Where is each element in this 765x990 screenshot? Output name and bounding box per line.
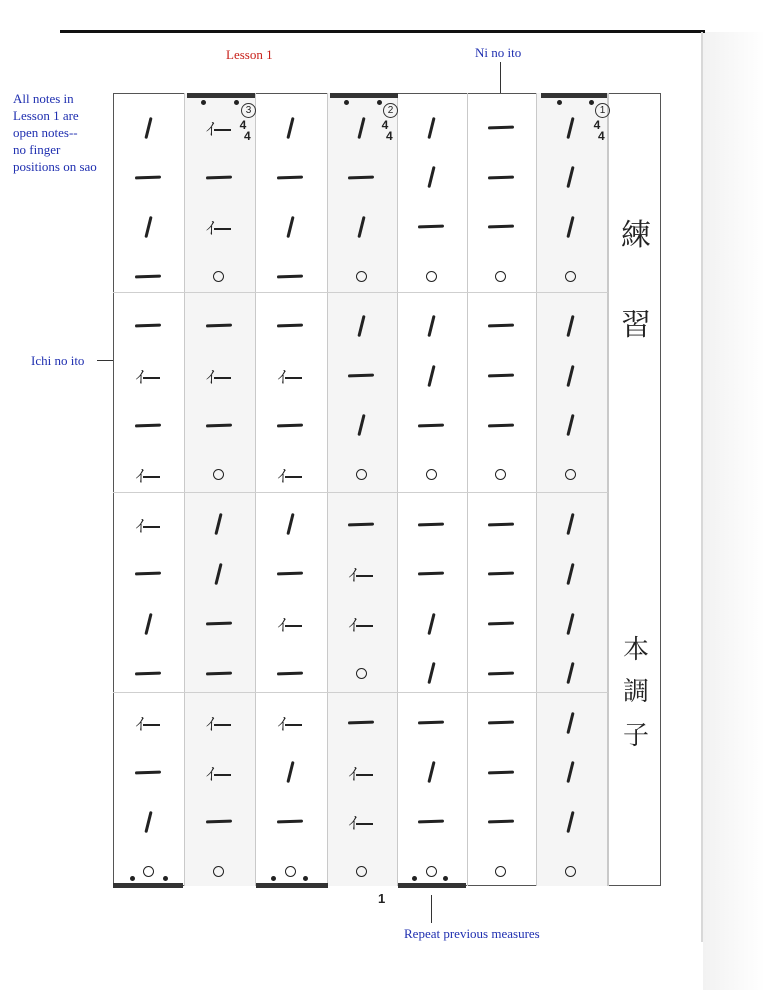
ni-no-ito-note — [487, 671, 513, 675]
note-cell — [256, 698, 324, 747]
note-cell — [398, 500, 464, 549]
note-cell — [537, 847, 604, 896]
ichi-no-ito-note: ｲ — [278, 462, 303, 487]
ni-no-ito-note — [487, 126, 513, 130]
san-no-ito-note — [566, 116, 574, 138]
note-cell — [468, 450, 533, 499]
san-no-ito-note — [357, 116, 365, 138]
san-no-ito-note — [357, 315, 365, 337]
open-notes-line: Lesson 1 are — [13, 108, 79, 123]
ichi-no-ito-note: ｲ — [278, 363, 303, 388]
open-notes-line: no finger — [13, 142, 61, 157]
measure-number: 2 — [383, 103, 398, 118]
note-cell — [398, 252, 464, 301]
title-kanji: 練 — [621, 218, 651, 253]
san-no-ito-note — [427, 612, 435, 634]
note-cell — [185, 202, 252, 251]
ni-no-ito-note — [277, 671, 303, 675]
ni-no-ito-note — [348, 175, 374, 179]
note-cell — [185, 153, 252, 202]
ni-no-ito-note — [205, 175, 231, 179]
note-cell — [537, 748, 604, 797]
note-cell — [115, 847, 181, 896]
rest-symbol — [426, 271, 437, 282]
note-cell — [398, 153, 464, 202]
ni-no-ito-note — [277, 820, 303, 824]
rest-symbol — [356, 271, 367, 282]
note-cell — [537, 549, 604, 598]
ni-no-ito-note — [205, 423, 231, 427]
note-cell — [115, 649, 181, 698]
ichi-no-ito-note: ｲ — [349, 561, 374, 586]
note-cell — [115, 401, 181, 450]
san-no-ito-note — [566, 662, 574, 684]
ni-no-ito-label: Ni no ito — [475, 45, 522, 60]
note-cell — [185, 847, 252, 896]
note-cell — [398, 103, 464, 152]
ni-no-ito-note — [135, 274, 161, 278]
note-cell — [328, 500, 394, 549]
ni-no-ito-note — [348, 374, 374, 378]
note-cell — [185, 698, 252, 747]
note-cell — [468, 649, 533, 698]
ni-no-ito-note — [277, 324, 303, 328]
san-no-ito-note — [214, 563, 222, 585]
note-cell — [398, 351, 464, 400]
note-cell — [537, 599, 604, 648]
note-cell — [537, 301, 604, 350]
note-cell — [537, 797, 604, 846]
san-no-ito-note — [357, 216, 365, 238]
note-cell — [468, 549, 533, 598]
note-cell — [328, 450, 394, 499]
san-no-ito-note — [566, 166, 574, 188]
note-cell — [256, 301, 324, 350]
ni-no-ito-note — [487, 374, 513, 378]
ichi-no-ito-note: ｲ — [206, 760, 231, 785]
san-no-ito-note — [144, 116, 152, 138]
note-cell — [468, 401, 533, 450]
rest-symbol — [495, 866, 506, 877]
page-number: 1 — [378, 891, 386, 906]
note-cell — [115, 103, 181, 152]
time-signature-bottom: 4 — [244, 129, 251, 143]
note-cell — [537, 450, 604, 499]
note-cell — [398, 797, 464, 846]
note-cell — [115, 549, 181, 598]
open-notes-note — [13, 90, 97, 175]
note-cell — [328, 599, 394, 648]
note-cell — [468, 252, 533, 301]
rest-symbol — [213, 866, 224, 877]
note-cell — [115, 252, 181, 301]
san-no-ito-note — [214, 513, 222, 535]
note-cell — [468, 698, 533, 747]
ni-no-ito-note — [487, 770, 513, 774]
rest-symbol — [495, 469, 506, 480]
ni-no-ito-note — [487, 622, 513, 626]
san-no-ito-note — [566, 513, 574, 535]
rest-symbol — [143, 866, 154, 877]
ni-no-ito-note — [135, 671, 161, 675]
note-cell — [256, 748, 324, 797]
note-cell — [328, 549, 394, 598]
ni-no-ito-note — [205, 671, 231, 675]
note-cell — [256, 351, 324, 400]
note-cell — [256, 599, 324, 648]
ni-no-ito-note — [487, 820, 513, 824]
ichi-no-ito-note: ｲ — [278, 611, 303, 636]
rest-symbol — [285, 866, 296, 877]
tuning-kanji: 子 — [622, 721, 649, 751]
san-no-ito-note — [566, 811, 574, 833]
note-cell — [537, 103, 604, 152]
ni-no-ito-note — [135, 572, 161, 576]
note-cell — [468, 202, 533, 251]
note-cell — [115, 450, 181, 499]
note-cell — [537, 500, 604, 549]
rest-symbol — [356, 469, 367, 480]
san-no-ito-note — [566, 364, 574, 386]
ni-no-ito-note — [418, 423, 444, 427]
note-cell — [256, 847, 324, 896]
ni-no-ito-note — [418, 225, 444, 229]
san-no-ito-note — [286, 761, 294, 783]
note-cell — [185, 649, 252, 698]
note-cell — [256, 153, 324, 202]
note-cell — [328, 153, 394, 202]
time-signature-bottom: 4 — [386, 129, 393, 143]
rest-symbol — [565, 469, 576, 480]
open-notes-line: All notes in — [13, 91, 74, 106]
time-signature-top: 4 — [381, 118, 389, 132]
san-no-ito-note — [566, 315, 574, 337]
note-cell — [537, 252, 604, 301]
ni-no-ito-note — [487, 721, 513, 725]
note-cell — [328, 202, 394, 251]
note-cell — [328, 698, 394, 747]
san-no-ito-note — [427, 662, 435, 684]
san-no-ito-note — [566, 414, 574, 436]
title-kanji: 習 — [621, 308, 651, 343]
ni-no-ito-note — [135, 324, 161, 328]
san-no-ito-note — [566, 612, 574, 634]
san-no-ito-note — [566, 712, 574, 734]
repeat-bar — [330, 93, 398, 98]
note-cell — [185, 500, 252, 549]
time-signature-bottom: 4 — [598, 129, 605, 143]
ichi-no-ito-note: ｲ — [349, 611, 374, 636]
note-cell — [185, 450, 252, 499]
san-no-ito-note — [566, 216, 574, 238]
ni-no-ito-note — [277, 175, 303, 179]
note-cell — [468, 797, 533, 846]
san-no-ito-note — [286, 216, 294, 238]
san-no-ito-note — [286, 116, 294, 138]
time-signature-top: 4 — [593, 118, 601, 132]
ni-no-ito-note — [205, 820, 231, 824]
note-cell — [185, 103, 252, 152]
note-cell — [328, 401, 394, 450]
ni-no-ito-note — [277, 572, 303, 576]
note-cell — [185, 252, 252, 301]
note-cell — [115, 748, 181, 797]
ichi-no-ito-note: ｲ — [136, 462, 161, 487]
note-cell — [468, 153, 533, 202]
repeat-bar — [541, 93, 607, 98]
tuning-kanji: 本 — [622, 635, 649, 665]
page-shadow — [703, 32, 765, 990]
ni-no-ito-note — [487, 522, 513, 526]
rest-symbol — [565, 866, 576, 877]
ichi-no-ito-note: ｲ — [206, 115, 231, 140]
san-no-ito-note — [357, 414, 365, 436]
ichi-no-ito-note: ｲ — [136, 710, 161, 735]
ni-no-ito-note — [205, 622, 231, 626]
rest-symbol — [356, 866, 367, 877]
rest-symbol — [565, 271, 576, 282]
note-cell — [256, 649, 324, 698]
san-no-ito-note — [427, 761, 435, 783]
ni-no-ito-note — [418, 522, 444, 526]
note-cell — [185, 748, 252, 797]
rest-symbol — [213, 469, 224, 480]
rest-symbol — [356, 668, 367, 679]
ichi-no-ito-note: ｲ — [349, 760, 374, 785]
ni-no-ito-note — [135, 175, 161, 179]
note-cell — [256, 103, 324, 152]
san-no-ito-note — [427, 116, 435, 138]
ni-no-ito-note — [135, 423, 161, 427]
title-divider — [608, 93, 609, 886]
note-cell — [468, 301, 533, 350]
ni-no-ito-note — [487, 324, 513, 328]
ni-no-ito-note — [277, 274, 303, 278]
ichi-no-ito-label: Ichi no ito — [31, 353, 85, 368]
ichi-no-ito-note: ｲ — [206, 710, 231, 735]
san-no-ito-note — [144, 216, 152, 238]
note-cell — [398, 450, 464, 499]
note-cell — [115, 153, 181, 202]
note-cell — [256, 797, 324, 846]
note-cell — [328, 301, 394, 350]
note-cell — [328, 748, 394, 797]
ni-no-ito-note — [487, 423, 513, 427]
note-cell — [398, 698, 464, 747]
ni-no-ito-note — [418, 820, 444, 824]
ni-no-ito-note — [348, 721, 374, 725]
ni-no-ito-note — [205, 324, 231, 328]
ichi-no-ito-note: ｲ — [206, 363, 231, 388]
note-cell — [115, 500, 181, 549]
page-top-edge — [60, 30, 705, 33]
ni-no-ito-note — [135, 770, 161, 774]
measure-number: 3 — [241, 103, 256, 118]
note-cell — [115, 797, 181, 846]
note-cell — [468, 748, 533, 797]
note-cell — [185, 797, 252, 846]
note-cell — [537, 202, 604, 251]
note-cell — [185, 599, 252, 648]
note-cell — [328, 351, 394, 400]
note-cell — [256, 450, 324, 499]
rest-symbol — [426, 469, 437, 480]
ni-no-ito-note — [487, 225, 513, 229]
tuning-kanji: 調 — [622, 677, 649, 707]
note-cell — [398, 202, 464, 251]
ni-no-ito-note — [348, 522, 374, 526]
rest-symbol — [426, 866, 437, 877]
note-cell — [115, 351, 181, 400]
rest-symbol — [495, 271, 506, 282]
note-cell — [468, 351, 533, 400]
ichi-no-ito-note: ｲ — [206, 214, 231, 239]
note-cell — [468, 103, 533, 152]
ichi-no-ito-note: ｲ — [136, 512, 161, 537]
san-no-ito-note — [427, 315, 435, 337]
ni-no-ito-note — [418, 572, 444, 576]
note-cell — [468, 599, 533, 648]
note-cell — [468, 847, 533, 896]
note-cell — [256, 500, 324, 549]
ni-no-ito-note — [277, 423, 303, 427]
note-cell — [115, 698, 181, 747]
san-no-ito-note — [566, 761, 574, 783]
san-no-ito-note — [286, 513, 294, 535]
note-cell — [185, 301, 252, 350]
san-no-ito-note — [566, 563, 574, 585]
san-no-ito-note — [144, 811, 152, 833]
ichi-no-ito-note: ｲ — [278, 710, 303, 735]
note-cell — [185, 351, 252, 400]
note-cell — [398, 748, 464, 797]
san-no-ito-note — [144, 612, 152, 634]
repeat-label: Repeat previous measures — [404, 926, 540, 941]
open-notes-line: open notes-- — [13, 125, 78, 140]
ichi-no-ito-note: ｲ — [136, 363, 161, 388]
note-cell — [398, 599, 464, 648]
note-cell — [256, 252, 324, 301]
note-cell — [328, 649, 394, 698]
note-cell — [328, 103, 394, 152]
ni-no-ito-note — [418, 721, 444, 725]
note-cell — [328, 797, 394, 846]
note-cell — [256, 401, 324, 450]
note-cell — [398, 549, 464, 598]
repeat-leader — [431, 895, 432, 923]
note-cell — [398, 847, 464, 896]
note-cell — [185, 401, 252, 450]
open-notes-line: positions on sao — [13, 159, 97, 174]
note-cell — [398, 301, 464, 350]
note-cell — [256, 549, 324, 598]
note-cell — [115, 301, 181, 350]
note-cell — [328, 252, 394, 301]
page-right-edge — [701, 32, 703, 942]
note-cell — [537, 153, 604, 202]
lesson-title: Lesson 1 — [226, 47, 273, 62]
note-cell — [537, 401, 604, 450]
ni-no-ito-note — [487, 572, 513, 576]
note-cell — [185, 549, 252, 598]
note-cell — [398, 401, 464, 450]
note-cell — [537, 649, 604, 698]
note-cell — [398, 649, 464, 698]
note-cell — [115, 202, 181, 251]
note-cell — [256, 202, 324, 251]
time-signature-top: 4 — [239, 118, 247, 132]
note-cell — [328, 847, 394, 896]
note-cell — [115, 599, 181, 648]
note-cell — [537, 698, 604, 747]
measure-number: 1 — [595, 103, 610, 118]
rest-symbol — [213, 271, 224, 282]
ichi-no-ito-note: ｲ — [349, 809, 374, 834]
san-no-ito-note — [427, 166, 435, 188]
san-no-ito-note — [427, 364, 435, 386]
note-cell — [537, 351, 604, 400]
ni-no-ito-note — [487, 175, 513, 179]
repeat-bar — [187, 93, 255, 98]
note-cell — [468, 500, 533, 549]
